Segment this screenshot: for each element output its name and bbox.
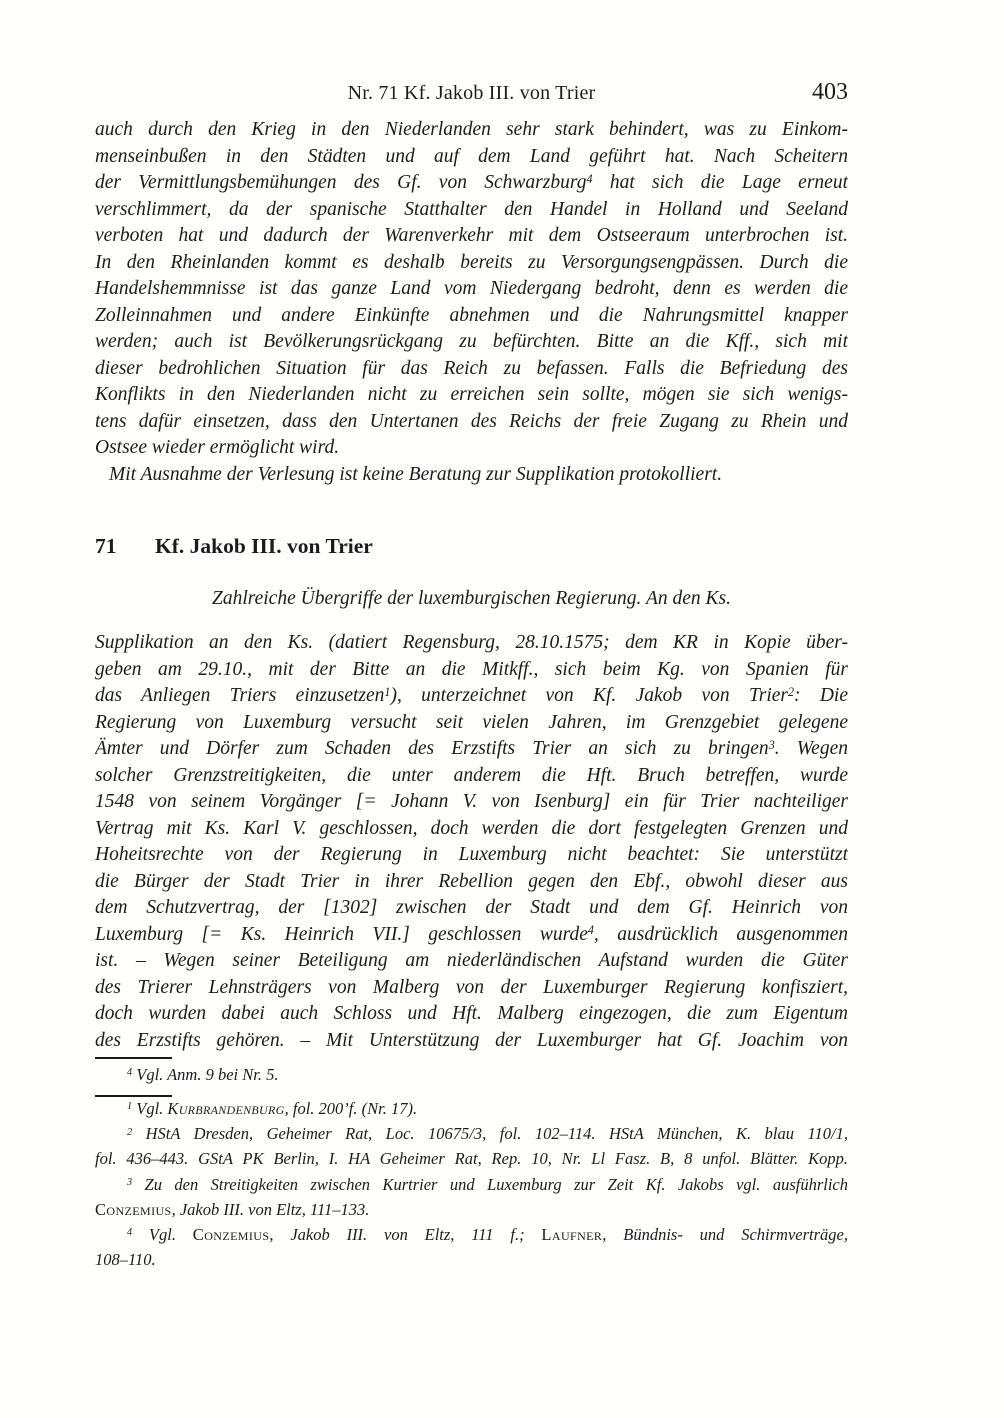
running-head	[95, 79, 848, 108]
small-caps-name: Kurbrandenburg	[167, 1099, 285, 1118]
footnote-marker: 2	[127, 1126, 133, 1138]
text-line: des Trierer Lehnsträgers von Malberg von der Luxemburger Regierung konfisziert,	[95, 976, 848, 998]
text-line: Ostsee wieder ermöglicht wird.	[95, 437, 340, 458]
text-line: auch durch den Krieg in den Niederlanden sehr stark behindert, was zu Einkom-	[95, 119, 848, 140]
footnote-marker: 4	[586, 171, 593, 186]
text-line: Vertrag mit Ks. Karl V. geschlossen, doch werden die dort festgelegten Grenzen und	[95, 817, 848, 839]
text-line: doch wurden dabei auch Schloss und Hft. Malberg eingezogen, die zum Eigentum	[95, 1003, 848, 1024]
text-line: Handelshemmnisse ist das ganze Land vom Niedergang bedroht, denn es werden die	[95, 278, 848, 299]
text-line: Konflikts in den Niederlanden nicht zu erreichen sein sollte, mögen sie sich wenigs-	[95, 384, 848, 405]
small-caps-name: Conzemius	[192, 1224, 270, 1244]
section-subtitle: Zahlreiche Übergriffe der luxemburgischen Regierung. An den Ks.	[211, 588, 731, 609]
text-line: verschlimmert, da der spanische Statthalter den Handel in Holland und Seeland	[95, 198, 848, 220]
text-line: $^4$ Vgl. Anm. 9 bei Nr. 5.	[127, 1065, 279, 1084]
footnotes	[95, 1096, 848, 1272]
text-line: Conzemius, Jakob III. von Eltz, 111–133.	[95, 1199, 370, 1219]
text-line: Mit Ausnahme der Verlesung ist keine Beratung zur Supplikation protokolliert.	[109, 463, 723, 485]
footnote-marker: 1	[384, 684, 391, 699]
small-caps-name: Conzemius	[95, 1199, 172, 1219]
text-line: $^2$ HStA Dresden, Geheimer Rat, Loc. 10675/3, fol. 102–114. HStA München, K. blau 110/1,	[127, 1124, 848, 1144]
footnote-marker: 2	[787, 684, 795, 699]
section-title: Kf. Jakob III. von Trier	[155, 534, 373, 558]
text-line: verboten hat und dadurch der Warenverkehr mit dem Ostseeraum unterbrochen ist.	[95, 225, 848, 246]
text-line: werden; auch ist Bevölkerungsrückgang zu befürchten. Bitte an die Kff., sich mit	[95, 331, 848, 352]
text-line: Ämter und Dörfer zum Schaden des Erzstifts Trier an sich zu bringen$^3$. Wegen	[95, 737, 848, 759]
footnote-marker: 4	[127, 1067, 133, 1079]
section-heading	[95, 533, 373, 559]
footnote-marker: 4	[127, 1227, 133, 1239]
text-line: $^3$ Zu den Streitigkeiten zwischen Kurtrier und Luxemburg zur Zeit Kf. Jakobs vgl. ausführlich	[127, 1174, 848, 1194]
footnote-separator	[95, 1057, 172, 1059]
text-line: Hoheitsrechte von der Regierung in Luxemburg nicht beachtet: Sie unterstützt	[95, 844, 848, 865]
text-line: tens dafür einsetzen, dass den Untertanen des Reichs der freie Zugang zu Rhein und	[95, 410, 848, 432]
text-line: des Erzstifts gehören. – Mit Unterstützung der Luxemburger hat Gf. Joachim von	[95, 1029, 848, 1051]
text-line: $^4$ Vgl. Conzemius, Jakob III. von Eltz, 111 f.; Laufner, Bündnis- und Schirmverträge,	[127, 1224, 848, 1244]
page-number: 403	[812, 79, 848, 105]
text-line: Supplikation an den Ks. (datiert Regensburg, 28.10.1575; dem KR in Kopie über-	[95, 632, 848, 653]
section-number: 71	[95, 534, 117, 558]
text-line: dem Schutzvertrag, der [1302] zwischen der Stadt und dem Gf. Heinrich von	[95, 897, 848, 918]
text-line: menseinbußen in den Städten und auf dem Land geführt hat. Nach Scheitern	[95, 145, 848, 167]
footnote-marker: 1	[127, 1101, 133, 1113]
text-line: Regierung von Luxemburg versucht seit vielen Jahren, im Grenzgebiet gelegene	[95, 711, 848, 733]
text-line: der Vermittlungsbemühungen des Gf. von Schwarzburg$^4$ hat sich die Lage erneut	[95, 171, 848, 193]
text-line: das Anliegen Triers einzusetzen$^1$), unterzeichnet von Kf. Jakob von Trier$^2$: Die	[95, 684, 848, 706]
text-line: die Bürger der Stadt Trier in ihrer Rebellion gegen den Ebf., obwohl dieser aus	[95, 870, 848, 892]
footnote-marker: 3	[127, 1176, 133, 1188]
text-line: fol. 436–443. GStA PK Berlin, I. HA Geheimer Rat, Rep. 10, Nr. Ll Fasz. B, 8 unfol. Blätter. Kopp.	[95, 1149, 848, 1169]
footnote-marker: 3	[768, 737, 775, 752]
summary-paragraph	[95, 117, 848, 488]
text-line: ist. – Wegen seiner Beteiligung am niederländischen Aufstand wurden die Güter	[95, 950, 848, 971]
body-paragraph	[95, 630, 848, 1054]
text-line: 1548 von seinem Vorgänger [= Johann V. von Isenburg] ein für Trier nachteiliger	[95, 791, 848, 812]
text-line: geben am 29.10., mit der Bitte an die Mitkff., sich beim Kg. von Spanien für	[95, 658, 848, 680]
carryover-footnote	[95, 1062, 848, 1087]
text-line: In den Rheinlanden kommt es deshalb bereits zu Versorgungsengpässen. Durch die	[95, 251, 848, 273]
text-line: $^1$ Vgl. Kurbrandenburg, fol. 200’f. (Nr. 17).	[127, 1099, 418, 1118]
small-caps-name: Laufner	[541, 1224, 603, 1244]
text-line: dieser bedrohlichen Situation für das Reich zu befassen. Falls die Befriedung des	[95, 357, 848, 379]
text-line: Zolleinnahmen und andere Einkünfte abnehmen und die Nahrungsmittel knapper	[95, 304, 848, 326]
text-line: solcher Grenzstreitigkeiten, die unter anderem die Hft. Bruch betreffen, wurde	[95, 764, 848, 786]
text-line: 108–110.	[95, 1250, 156, 1270]
footnote-marker: 4	[587, 923, 594, 938]
text-line: Luxemburg [= Ks. Heinrich VII.] geschlossen wurde$^4$, ausdrücklich ausgenommen	[95, 923, 848, 945]
running-head-title: Nr. 71 Kf. Jakob III. von Trier	[347, 82, 596, 104]
